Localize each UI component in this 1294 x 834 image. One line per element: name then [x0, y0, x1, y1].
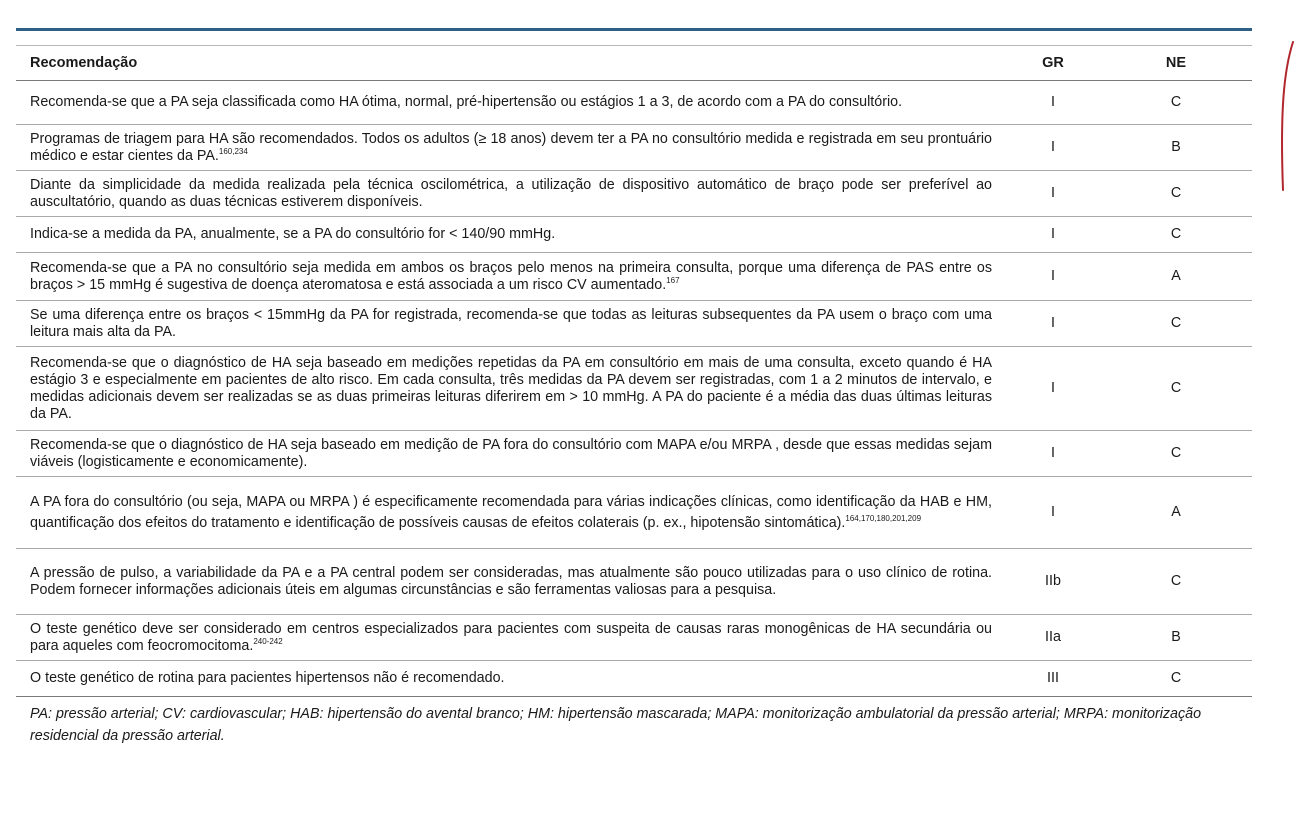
gr-cell: I: [1006, 347, 1100, 431]
ne-cell: B: [1100, 615, 1252, 661]
table-row: [16, 125, 1252, 171]
table-row: [16, 217, 1252, 253]
recommendation-cell: [16, 477, 1006, 549]
table-row: [16, 81, 1252, 125]
recommendation-text: O teste genético deve ser considerado em centros especializados para pacientes com suspeita de causas raras monogênicas de HA secundária ou para aqueles com feocromocitoma.: [30, 620, 992, 654]
gr-cell: IIa: [1006, 615, 1100, 661]
red-bracket-annotation: [1274, 40, 1294, 200]
reference-superscript: 167: [666, 275, 680, 285]
table-footnote: PA: pressão arterial; CV: cardiovascular; HAB: hipertensão do avental branco; HM: hipertensão mascarada; MAPA: monitorização ambulatorial da pressão arterial; MRPA: monitorização residencial da pressão arterial.: [30, 706, 1202, 744]
ne-cell: C: [1100, 347, 1252, 431]
table-row: [16, 477, 1252, 549]
ne-cell: A: [1100, 253, 1252, 301]
document-page: [16, 28, 1252, 747]
recommendation-text: O teste genético de rotina para pacientes hipertensos não é recomendado.: [30, 670, 505, 686]
recommendation-text: Programas de triagem para HA são recomendados. Todos os adultos (≥ 18 anos) devem ter a PA no consultório medida e registrada em seu prontuário médico e estar cientes da PA.: [30, 130, 992, 164]
table-row: [16, 431, 1252, 477]
recommendation-text: A pressão de pulso, a variabilidade da PA e a PA central podem ser consideradas, mas atualmente são pouco utilizadas para o uso clínico de rotina. Podem fornecer informações adicionais úteis em algumas circunstâncias e são ferramentas valiosas para a pesquisa.: [30, 564, 992, 598]
recommendation-cell: [16, 253, 1006, 301]
ne-cell: C: [1100, 301, 1252, 347]
recommendation-cell: [16, 347, 1006, 431]
recommendation-cell: [16, 549, 1006, 615]
gr-cell: I: [1006, 477, 1100, 549]
recommendations-table: [16, 45, 1252, 697]
top-rule: [16, 28, 1252, 31]
recommendation-cell: [16, 171, 1006, 217]
recommendation-cell: [16, 81, 1006, 125]
table-row: [16, 661, 1252, 697]
table-row: [16, 253, 1252, 301]
recommendation-text: Recomenda-se que a PA no consultório seja medida em ambos os braços pelo menos na primeira consulta, porque uma diferença de PAS entre os braços > 15 mmHg é sugestiva de doença ateromatosa e está associada a um risco CV aumentado.: [30, 259, 992, 293]
reference-superscript: 160,234: [218, 146, 248, 156]
gr-cell: I: [1006, 125, 1100, 171]
reference-superscript: 240-242: [253, 636, 283, 646]
table-row: [16, 301, 1252, 347]
ne-cell: C: [1100, 171, 1252, 217]
recommendation-text: Recomenda-se que o diagnóstico de HA seja baseado em medições repetidas da PA em consultório em mais de uma consulta, exceto quando é HA estágio 3 e especialmente em pacientes de alto risco. Em cada consulta, três medidas da PA devem ser registradas, com 1 a 2 minutos de intervalo, e medidas adicionais devem ser realizadas se as duas primeiras leituras diferirem em > 10 mmHg. A PA do paciente é a média das duas últimas leituras da PA.: [30, 354, 992, 422]
gr-cell: IIb: [1006, 549, 1100, 615]
table-row: [16, 549, 1252, 615]
recommendation-text: A PA fora do consultório (ou seja, MAPA ou MRPA ) é especificamente recomendada para várias indicações clínicas, como identificação da HAB e HM, quantificação dos efeitos do tratamento e identificação de possíveis causas de efeitos colaterais (p. ex., hipotensão sintomática).: [30, 493, 992, 531]
recommendation-text: Recomenda-se que a PA seja classificada como HA ótima, normal, pré-hipertensão ou estágios 1 a 3, de acordo com a PA do consultório.: [30, 94, 903, 110]
ne-cell: C: [1100, 431, 1252, 477]
ne-cell: C: [1100, 661, 1252, 697]
gr-cell: III: [1006, 661, 1100, 697]
recommendation-text: Recomenda-se que o diagnóstico de HA seja baseado em medição de PA fora do consultório com MAPA e/ou MRPA , desde que essas medidas sejam viáveis (logisticamente e economicamente).: [30, 436, 992, 470]
recommendation-cell: [16, 431, 1006, 477]
gr-cell: I: [1006, 171, 1100, 217]
header-ne: NE: [1100, 46, 1252, 81]
header-gr: GR: [1006, 46, 1100, 81]
recommendation-text: Diante da simplicidade da medida realizada pela técnica oscilométrica, a utilização de dispositivo automático de braço pode ser preferível ao auscultatório, quando as duas técnicas estiverem disponíveis.: [30, 176, 992, 210]
ne-cell: A: [1100, 477, 1252, 549]
recommendation-cell: [16, 615, 1006, 661]
table-row: [16, 171, 1252, 217]
gr-cell: I: [1006, 253, 1100, 301]
table-row: [16, 347, 1252, 431]
gr-cell: I: [1006, 431, 1100, 477]
recommendation-cell: [16, 125, 1006, 171]
gr-cell: I: [1006, 301, 1100, 347]
table-row: [16, 615, 1252, 661]
table-header-row: [16, 46, 1252, 81]
recommendation-text: Se uma diferença entre os braços < 15mmHg da PA for registrada, recomenda-se que todas as leituras subsequentes da PA usem o braço com uma leitura mais alta da PA.: [30, 306, 992, 340]
recommendation-cell: [16, 217, 1006, 253]
gr-cell: I: [1006, 217, 1100, 253]
recommendation-cell: [16, 301, 1006, 347]
ne-cell: C: [1100, 217, 1252, 253]
recommendation-text: Indica-se a medida da PA, anualmente, se a PA do consultório for < 140/90 mmHg.: [30, 226, 556, 242]
header-recommendation: Recomendação: [16, 46, 1006, 81]
gr-cell: I: [1006, 81, 1100, 125]
reference-superscript: 164,170,180,201,209: [845, 513, 922, 523]
recommendation-cell: [16, 661, 1006, 697]
ne-cell: C: [1100, 549, 1252, 615]
ne-cell: B: [1100, 125, 1252, 171]
ne-cell: C: [1100, 81, 1252, 125]
